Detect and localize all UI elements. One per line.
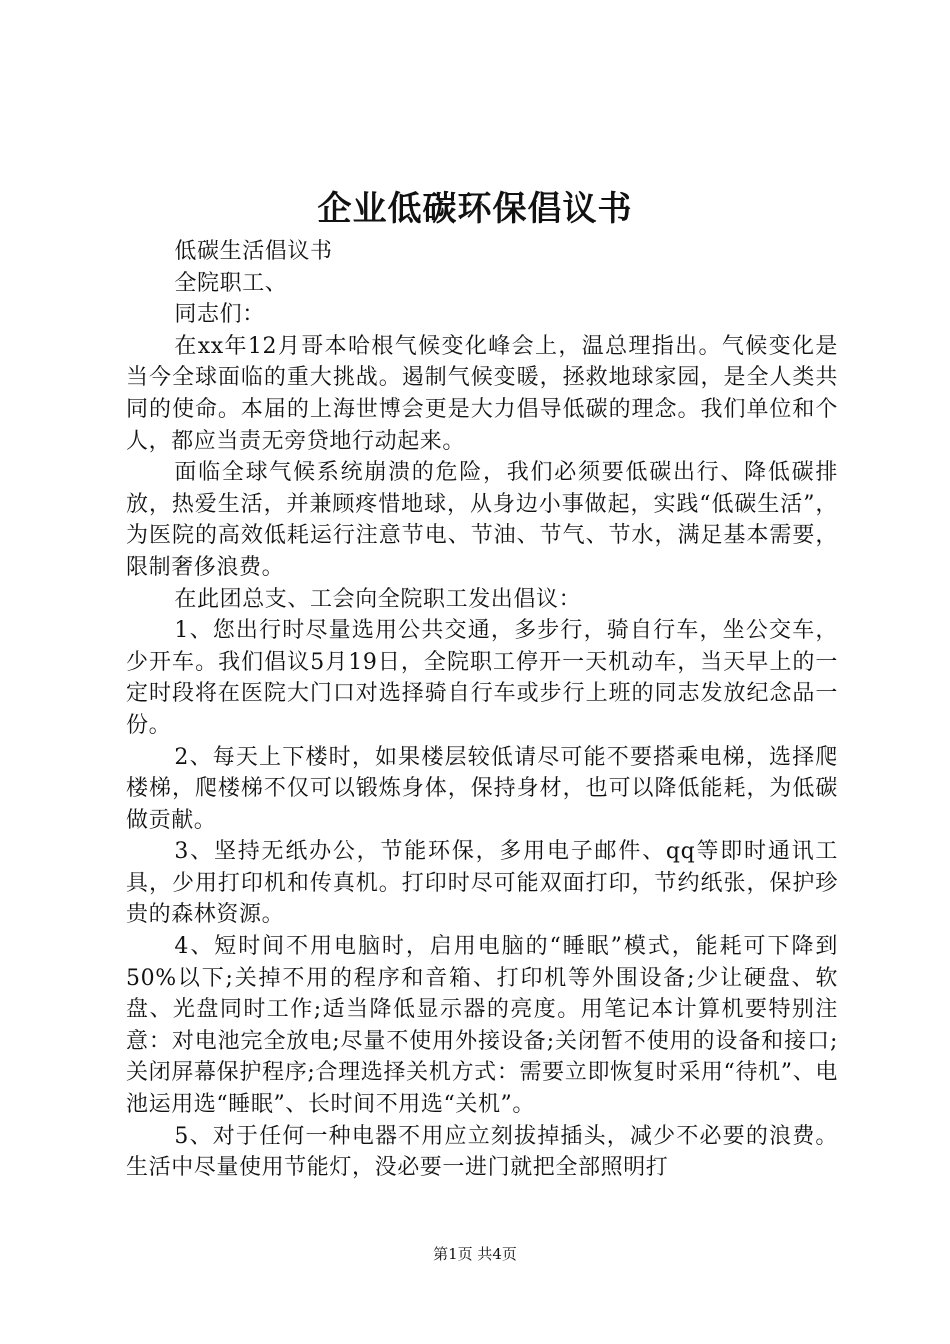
paragraph-intro: 在xx年12月哥本哈根气候变化峰会上，温总理指出。气候变化是当今全球面临的重大挑战。遏制气候变暖，拯救地球家园，是全人类共同的使命。本届的上海世博会更是大力倡导低碳的理念。我们单位和个人，都应当责无旁贷地行动起来。: [126, 333, 838, 454]
paragraph-item-5: 5、对于任何一种电器不用应立刻拔掉插头，减少不必要的浪费。生活中尽量使用节能灯，没必要一进门就把全部照明打: [126, 1123, 838, 1181]
paragraph-subtitle: 低碳生活倡议书: [174, 239, 333, 264]
paragraph-item-1: 1、您出行时尽量选用公共交通，多步行，骑自行车，坐公交车，少开车。我们倡议5月19日，全院职工停开一天机动车，当天早上的一定时段将在医院大门口对选择骑自行车或步行上班的同志发放纪念品一份。: [126, 618, 838, 738]
paragraph-addressee: 全院职工、: [174, 270, 288, 296]
paragraph-salutation: 同志们：: [174, 302, 265, 328]
paragraph-item-2: 2、每天上下楼时，如果楼层较低请尽可能不要搭乘电梯，选择爬楼梯，爬楼梯不仅可以锻炼身体，保持身材，也可以降低能耗，为低碳做贡献。: [126, 744, 838, 833]
document-body: [126, 236, 838, 1184]
paragraph-item-4: 4、短时间不用电脑时，启用电脑的“睡眠”模式，能耗可下降到50%以下;关掉不用的程序和音箱、打印机等外围设备;少让硬盘、软盘、光盘同时工作;适当降低显示器的亮度。用笔记本计算机要特别注意：对电池完全放电;尽量不使用外接设备;关闭暂不使用的设备和接口;关闭屏幕保护程序;合理选择关机方式：需要立即恢复时采用“待机”、电池运用选“睡眠”、长时间不用选“关机”。: [126, 934, 838, 1118]
paragraph-crisis: 面临全球气候系统崩溃的危险，我们必须要低碳出行、降低碳排放，热爱生活，并兼顾疼惜地球，从身边小事做起，实践“低碳生活”，为医院的高效低耗运行注意节电、节油、节气、节水，满足基本需要，限制奢侈浪费。: [126, 460, 838, 580]
document-title: 企业低碳环保倡议书: [317, 189, 633, 229]
paragraph-proposal-lead: 在此团总支、工会向全院职工发出倡议：: [174, 586, 582, 612]
paragraph-item-3: 3、坚持无纸办公，节能环保，多用电子邮件、qq等即时通讯工具，少用打印机和传真机。打印时尽可能双面打印，节约纸张，保护珍贵的森林资源。: [126, 839, 838, 928]
page-footer: 第1页 共4页: [433, 1245, 517, 1263]
